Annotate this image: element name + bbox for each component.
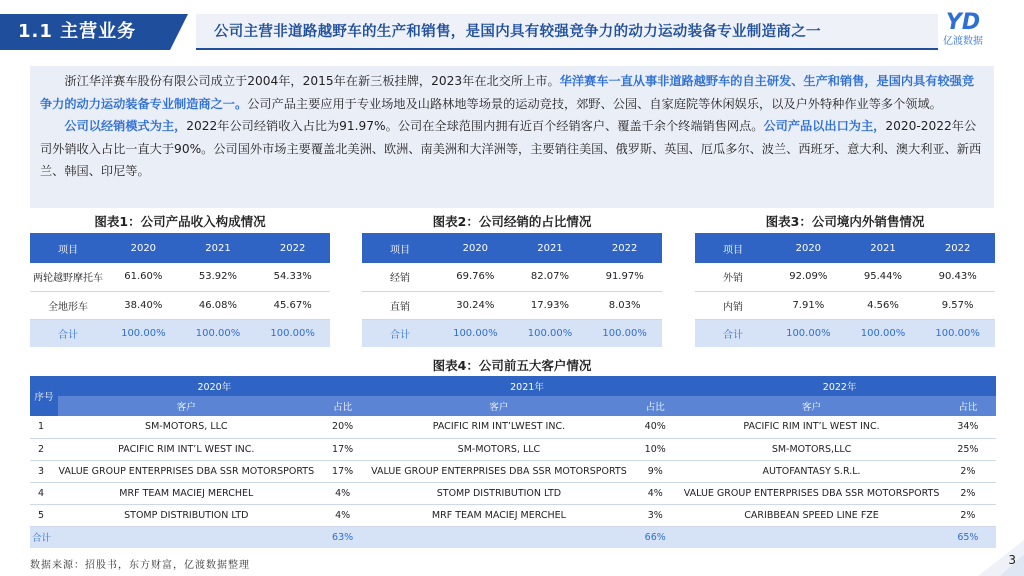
cell-index: 3 bbox=[30, 460, 58, 482]
table1-title: 图表1：公司产品收入构成情况 bbox=[94, 214, 266, 229]
cell-total-label: 合计 bbox=[30, 526, 58, 548]
cell: 8.03% bbox=[587, 291, 662, 319]
cell-customer: PACIFIC RIM INT’LWEST INC. bbox=[371, 416, 628, 438]
table3-title: 图表3：公司境内外销售情况 bbox=[765, 214, 925, 229]
intro-paragraph-1 bbox=[40, 70, 984, 115]
table2-title: 图表2：公司经销的占比情况 bbox=[432, 214, 592, 229]
cell-share: 17% bbox=[315, 460, 371, 482]
intro-p2-highlight-2: 公司产品以出口为主， bbox=[763, 119, 886, 133]
col-header-share: 占比 bbox=[627, 396, 683, 416]
cell-share: 40% bbox=[627, 416, 683, 438]
cell: 91.97% bbox=[587, 263, 662, 291]
cell-share: 65% bbox=[940, 526, 996, 548]
cell: 46.08% bbox=[181, 291, 256, 319]
cell-share: 2% bbox=[940, 460, 996, 482]
cell: 100.00% bbox=[181, 319, 256, 347]
cell-customer: PACIFIC RIM INT’L WEST INC. bbox=[58, 438, 315, 460]
col-header: 2020 bbox=[106, 233, 181, 263]
cell: 4.56% bbox=[846, 291, 921, 319]
cell-share: 34% bbox=[940, 416, 996, 438]
cell-share: 20% bbox=[315, 416, 371, 438]
brand-logo bbox=[932, 10, 994, 54]
cell-customer: PACIFIC RIM INT’L WEST INC. bbox=[683, 416, 940, 438]
intro-p2-text-a: 2022年公司经销收入占比为91.97%。公司在全球范围内拥有近百个经销客户、覆盖千余个终端销售网点。 bbox=[186, 119, 764, 133]
table-row bbox=[362, 263, 662, 291]
cell-index: 1 bbox=[30, 416, 58, 438]
table4-top-customers bbox=[30, 376, 996, 548]
cell: 100.00% bbox=[587, 319, 662, 347]
cell: 7.91% bbox=[771, 291, 846, 319]
table-year-header-row bbox=[30, 376, 996, 396]
cell: 53.92% bbox=[181, 263, 256, 291]
intro-p1-highlight: 华洋赛车一直从事非道路越野车的自主研发、生产和销售，是国内具有较强竞争力的动力运动装备专业制造商之一。 bbox=[40, 74, 975, 111]
col-header: 项目 bbox=[695, 233, 771, 263]
cell-customer: MRF TEAM MACIEJ MERCHEL bbox=[58, 482, 315, 504]
cell: 45.67% bbox=[255, 291, 330, 319]
cell-share: 2% bbox=[940, 504, 996, 526]
section-label-slant bbox=[170, 14, 188, 50]
intro-p2-highlight-1: 公司以经销模式为主， bbox=[64, 119, 187, 133]
cell: 95.44% bbox=[846, 263, 921, 291]
table4-body bbox=[30, 416, 996, 548]
cell: 全地形车 bbox=[30, 291, 106, 319]
col-header-customer: 客户 bbox=[683, 396, 940, 416]
cell: 经销 bbox=[362, 263, 438, 291]
cell-share: 25% bbox=[940, 438, 996, 460]
table-total-row bbox=[30, 526, 996, 548]
cell: 100.00% bbox=[920, 319, 995, 347]
table-row bbox=[30, 504, 996, 526]
col-header: 2021 bbox=[846, 233, 921, 263]
cell-share: 10% bbox=[627, 438, 683, 460]
intro-paragraph-2 bbox=[40, 115, 984, 183]
cell-share: 63% bbox=[315, 526, 371, 548]
col-header-customer: 客户 bbox=[58, 396, 315, 416]
table-sub-header-row bbox=[30, 396, 996, 416]
col-header: 2020 bbox=[438, 233, 513, 263]
page-title: 公司主营非道路越野车的生产和销售，是国内具有较强竞争力的动力运动装备专业制造商之一 bbox=[214, 24, 821, 40]
cell: 合计 bbox=[362, 319, 438, 347]
table-row bbox=[695, 263, 995, 291]
cell-share: 2% bbox=[940, 482, 996, 504]
table-header-row bbox=[30, 233, 330, 263]
cell-share: 66% bbox=[627, 526, 683, 548]
cell: 100.00% bbox=[513, 319, 588, 347]
col-header-share: 占比 bbox=[940, 396, 996, 416]
cell-index: 2 bbox=[30, 438, 58, 460]
cell-customer: CARIBBEAN SPEED LINE FZE bbox=[683, 504, 940, 526]
cell: 合计 bbox=[695, 319, 771, 347]
col-header: 2022 bbox=[255, 233, 330, 263]
page-header bbox=[0, 0, 1024, 62]
year-header-2022: 2022年 bbox=[683, 376, 996, 396]
cell-share: 3% bbox=[627, 504, 683, 526]
cell: 100.00% bbox=[255, 319, 330, 347]
cell: 两轮越野摩托车 bbox=[30, 263, 106, 291]
cell-share: 17% bbox=[315, 438, 371, 460]
cell: 100.00% bbox=[438, 319, 513, 347]
cell: 90.43% bbox=[920, 263, 995, 291]
table-header-row bbox=[695, 233, 995, 263]
seq-header: 序号 bbox=[30, 376, 58, 416]
table-header-row bbox=[362, 233, 662, 263]
cell: 100.00% bbox=[771, 319, 846, 347]
cell: 82.07% bbox=[513, 263, 588, 291]
cell: 30.24% bbox=[438, 291, 513, 319]
cell-empty bbox=[58, 526, 315, 548]
table2-distribution-share bbox=[362, 233, 662, 347]
table-total-row bbox=[695, 319, 995, 347]
cell-empty bbox=[371, 526, 628, 548]
cell-customer: VALUE GROUP ENTERPRISES DBA SSR MOTORSPORTS bbox=[683, 482, 940, 504]
year-header-2020: 2020年 bbox=[58, 376, 371, 396]
cell: 内销 bbox=[695, 291, 771, 319]
page-number: 3 bbox=[1008, 553, 1016, 567]
table-row bbox=[30, 416, 996, 438]
cell-index: 4 bbox=[30, 482, 58, 504]
cell-share: 4% bbox=[315, 482, 371, 504]
col-header: 2021 bbox=[181, 233, 256, 263]
logo-text: 亿渡数据 bbox=[943, 36, 983, 47]
intro-p2-text-b: 2020-2022年公司外销收入占比一直大于90%。公司国外市场主要覆盖北美洲、欧洲、南美洲和大洋洲等，主要销往美国、俄罗斯、英国、厄瓜多尔、波兰、西班牙、意大利、澳大利亚、新西兰、韩国、印尼等。 bbox=[40, 119, 982, 178]
col-header-customer: 客户 bbox=[371, 396, 628, 416]
cell-customer: STOMP DISTRIBUTION LTD bbox=[371, 482, 628, 504]
cell-customer: SM-MOTORS, LLC bbox=[371, 438, 628, 460]
cell-customer: VALUE GROUP ENTERPRISES DBA SSR MOTORSPORTS bbox=[58, 460, 315, 482]
cell-customer: STOMP DISTRIBUTION LTD bbox=[58, 504, 315, 526]
cell: 69.76% bbox=[438, 263, 513, 291]
cell-customer: MRF TEAM MACIEJ MERCHEL bbox=[371, 504, 628, 526]
col-header: 项目 bbox=[30, 233, 106, 263]
intro-box bbox=[30, 66, 994, 208]
cell-index: 5 bbox=[30, 504, 58, 526]
cell-share: 4% bbox=[627, 482, 683, 504]
cell: 100.00% bbox=[106, 319, 181, 347]
year-header-2021: 2021年 bbox=[371, 376, 684, 396]
cell-customer: SM-MOTORS,LLC bbox=[683, 438, 940, 460]
cell: 合计 bbox=[30, 319, 106, 347]
intro-p1-text-b: 公司产品主要应用于专业场地及山路林地等场景的运动竞技，郊野、公园、自家庭院等休闲娱乐，以及户外特种作业等多个领域。 bbox=[247, 96, 942, 111]
cell: 17.93% bbox=[513, 291, 588, 319]
cell-share: 9% bbox=[627, 460, 683, 482]
table-row bbox=[30, 438, 996, 460]
table-total-row bbox=[362, 319, 662, 347]
table-row bbox=[30, 460, 996, 482]
col-header: 项目 bbox=[362, 233, 438, 263]
cell: 100.00% bbox=[846, 319, 921, 347]
table-total-row bbox=[30, 319, 330, 347]
cell: 38.40% bbox=[106, 291, 181, 319]
cell: 直销 bbox=[362, 291, 438, 319]
table3-domestic-foreign-sales bbox=[695, 233, 995, 347]
table1-product-revenue bbox=[30, 233, 330, 347]
cell-customer: VALUE GROUP ENTERPRISES DBA SSR MOTORSPORTS bbox=[371, 460, 628, 482]
col-header: 2022 bbox=[920, 233, 995, 263]
cell: 61.60% bbox=[106, 263, 181, 291]
cell: 9.57% bbox=[920, 291, 995, 319]
cell-share: 4% bbox=[315, 504, 371, 526]
col-header: 2020 bbox=[771, 233, 846, 263]
cell-customer: AUTOFANTASY S.R.L. bbox=[683, 460, 940, 482]
table-row bbox=[362, 291, 662, 319]
cell: 54.33% bbox=[255, 263, 330, 291]
cell: 外销 bbox=[695, 263, 771, 291]
cell: 92.09% bbox=[771, 263, 846, 291]
cell-customer: SM-MOTORS, LLC bbox=[58, 416, 315, 438]
col-header: 2021 bbox=[513, 233, 588, 263]
table4-title: 图表4：公司前五大客户情况 bbox=[432, 358, 592, 373]
col-header: 2022 bbox=[587, 233, 662, 263]
table-row bbox=[695, 291, 995, 319]
table-row bbox=[30, 291, 330, 319]
table-row bbox=[30, 263, 330, 291]
intro-p1-text-a: 浙江华洋赛车股份有限公司成立于2004年，2015年在新三板挂牌，2023年在北交所上市。 bbox=[64, 74, 560, 88]
data-source-note: 数据来源：招股书，东方财富，亿渡数据整理 bbox=[30, 560, 250, 571]
cell-empty bbox=[683, 526, 940, 548]
section-label: 1.1 主营业务 bbox=[0, 14, 170, 50]
logo-mark: YD bbox=[945, 10, 981, 35]
col-header-share: 占比 bbox=[315, 396, 371, 416]
table-row bbox=[30, 482, 996, 504]
